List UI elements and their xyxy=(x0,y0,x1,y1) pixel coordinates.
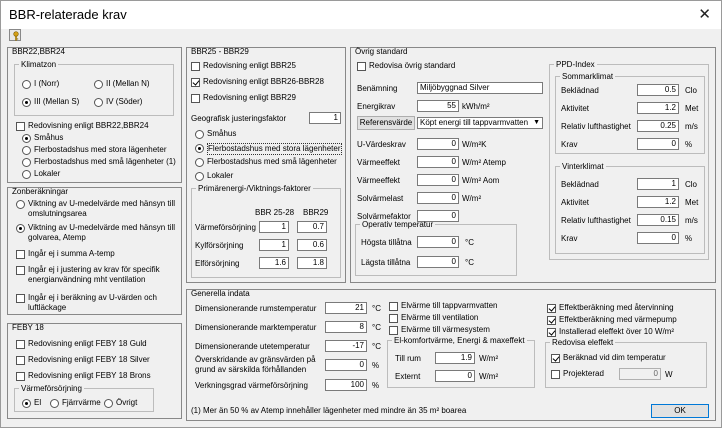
ovrig-row5-input[interactable]: 0 xyxy=(417,210,459,222)
gen-group-title: Generella indata xyxy=(191,289,250,298)
gen-row4-unit: % xyxy=(372,361,380,370)
gen-row3-unit: °C xyxy=(372,342,381,351)
zon-opt3-checkbox[interactable] xyxy=(16,250,25,259)
varme-el-radio[interactable] xyxy=(22,399,31,408)
pef-legend: Primärenergi-/Viktnings-faktorer xyxy=(198,184,311,193)
eff-varmepump-checkbox[interactable] xyxy=(547,316,556,325)
bbr22-type-fb-sma-label: Flerbostadshus med små lägenheter (1) xyxy=(34,157,176,166)
varme-el-label: El xyxy=(34,398,42,407)
gen-row2-unit: °C xyxy=(372,323,381,332)
elv-varmesystem-checkbox[interactable] xyxy=(389,326,398,335)
geo-input[interactable]: 1 xyxy=(309,112,341,124)
feby-group-title: FEBY 18 xyxy=(12,323,44,332)
gen-row1-unit: °C xyxy=(372,304,381,313)
bbr22-type-smahus-radio[interactable] xyxy=(22,134,31,143)
referensvarde-select[interactable] xyxy=(417,117,543,129)
gen-row5-label: Verkningsgrad värmeförsörjning xyxy=(195,381,308,390)
chevron-down-icon: ▼ xyxy=(533,119,540,126)
elk-legend: El-komfortvärme, Energi & maxeffekt xyxy=(394,336,525,345)
vinter-row4-label: Krav xyxy=(561,234,578,243)
sommar-row3-unit: m/s xyxy=(685,122,698,131)
energikrav-input[interactable]: 55 xyxy=(417,100,459,112)
beraknad-label: Beräknad vid dim temperatur xyxy=(563,353,666,362)
bbr25-type-fb-sma-radio[interactable] xyxy=(195,158,204,167)
sommar-row2-input[interactable]: 1.2 xyxy=(637,102,679,114)
vinter-row2-input[interactable]: 1.2 xyxy=(637,196,679,208)
vinter-group xyxy=(555,162,705,254)
pef-row2-label: Kylförsörjning xyxy=(195,241,244,250)
op-low-input[interactable]: 0 xyxy=(417,256,459,268)
zon-opt4-checkbox[interactable] xyxy=(16,266,25,275)
bbr22-type-lokaler-label: Lokaler xyxy=(34,169,61,178)
energikrav-unit: kWh/m² xyxy=(462,102,490,111)
pef-row3-label: Elförsörjning xyxy=(195,259,240,268)
elv-tappvarmvatten-label: Elvärme till tappvarmvatten xyxy=(401,301,498,310)
sommar-row2-label: Aktivitet xyxy=(561,104,590,113)
elv-varmesystem-label: Elvärme till värmesystem xyxy=(401,325,490,334)
bbr22-type-smahus-label: Småhus xyxy=(34,133,64,142)
bbr25-type-smahus-label: Småhus xyxy=(207,129,237,138)
ovrig-row3-label: Värmeeffekt xyxy=(357,176,400,185)
ovrig-row1-label: U-Värdeskrav xyxy=(357,140,406,149)
zone-2-radio[interactable] xyxy=(94,80,103,89)
sommar-row2-unit: Met xyxy=(685,104,699,113)
klimatzon-legend: Klimatzon xyxy=(21,60,57,69)
gen-row2-label: Dimensionerande marktemperatur xyxy=(195,323,317,332)
varme-ovrigt-radio[interactable] xyxy=(104,399,113,408)
ovrig-row2-label: Värmeeffekt xyxy=(357,158,400,167)
pef-row1-label: Värmeförsörjning xyxy=(195,223,256,232)
referensvarde-button[interactable]: Referensvärde xyxy=(357,116,415,130)
bbr22-panel xyxy=(7,47,182,183)
op-high-label: Högsta tillåtna xyxy=(361,238,412,247)
ovrig-row4-input[interactable]: 0 xyxy=(417,192,459,204)
bbr26-28-checkbox[interactable] xyxy=(191,78,200,87)
vinter-row1-unit: Clo xyxy=(685,180,698,189)
sommar-row3-input[interactable]: 0.25 xyxy=(637,120,679,132)
vinter-row1-label: Beklädnad xyxy=(561,180,599,189)
zone-1-label: I (Norr) xyxy=(34,79,60,88)
gen-row1-input[interactable]: 21 xyxy=(325,302,367,314)
beraknad-checkbox[interactable] xyxy=(551,354,560,363)
zon-opt1-radio[interactable] xyxy=(16,200,25,209)
pef-row2-v1[interactable]: 1 xyxy=(259,239,289,251)
zon-opt1-label: Viktning av U-medelvärde med hänsyn till omslutningsarea xyxy=(28,199,176,218)
bbr25-type-fb-stora-radio[interactable] xyxy=(195,144,204,153)
gen-row2-input[interactable]: 8 xyxy=(325,321,367,333)
redo-eleffekt-group xyxy=(545,338,707,388)
feby-silver-label: Redovisning enligt FEBY 18 Silver xyxy=(28,355,150,364)
gen-row1-label: Dimensionerande rumstemperatur xyxy=(195,304,317,313)
redo-eleffekt-legend: Redovisa eleffekt xyxy=(552,338,614,347)
installerad-eleffekt-label: Installerad eleffekt över 10 W/m² xyxy=(559,327,675,336)
sommar-row3-label: Relativ lufthastighet xyxy=(561,122,631,131)
bbr25-type-smahus-radio[interactable] xyxy=(195,130,204,139)
elk-row1-input[interactable]: 1.9 xyxy=(435,352,475,364)
zon-panel xyxy=(7,187,182,315)
bbr25-type-fb-stora-label: Flerbostadshus med stora lägenheter xyxy=(208,144,341,153)
elv-ventilation-label: Elvärme till ventilation xyxy=(401,313,479,322)
sommar-row4-label: Krav xyxy=(561,140,578,149)
vinter-row1-input[interactable]: 1 xyxy=(637,178,679,190)
gen-row4-label: Överskridande av gränsvärden på grund av särskilda förhållanden xyxy=(195,355,316,374)
ovrig-row3-input[interactable]: 0 xyxy=(417,174,459,186)
eff-atervinning-label: Effektberäkning med återvinning xyxy=(559,303,674,312)
vinter-row2-label: Aktivitet xyxy=(561,198,590,207)
redovisa-ovrig-checkbox[interactable] xyxy=(357,62,366,71)
gen-row3-label: Dimensionerande utetemperatur xyxy=(195,342,310,351)
bbr22-type-fb-sma-radio[interactable] xyxy=(22,158,31,167)
elk-row2-label: Externt xyxy=(395,372,421,381)
key-icon xyxy=(11,31,21,41)
ovrig-row1-input[interactable]: 0 xyxy=(417,138,459,150)
ppd-legend: PPD-Index xyxy=(556,60,595,69)
bbr26-28-label: Redovisning enligt BBR26-BBR28 xyxy=(203,77,324,86)
pef-row1-v1[interactable]: 1 xyxy=(259,221,289,233)
zon-opt2-label: Viktning av U-medelvärde med hänsyn till golvarea, Atemp xyxy=(28,223,176,242)
elv-ventilation-checkbox[interactable] xyxy=(389,314,398,323)
toolbar xyxy=(1,29,721,43)
zon-opt2-radio[interactable] xyxy=(16,224,25,233)
ovrig-row4-label: Solvärmelast xyxy=(357,194,404,203)
varme-fjarr-label: Fjärrvärme xyxy=(62,398,101,407)
bbr22-type-fb-stora-label: Flerbostadshus med stora lägenheter xyxy=(34,145,167,154)
pef-row3-v2[interactable]: 1.8 xyxy=(297,257,327,269)
zon-opt4-label: Ingår ej i justering av krav för specifik energianvändning mht ventilation xyxy=(28,265,160,284)
zon-opt3-label: Ingår ej i summa A-temp xyxy=(28,249,115,258)
titlebar xyxy=(1,1,721,29)
sommar-row1-unit: Clo xyxy=(685,86,698,95)
varme-ovrigt-label: Övrigt xyxy=(116,398,138,407)
redovisning-bbr22-checkbox[interactable] xyxy=(16,122,25,131)
sommar-row4-unit: % xyxy=(685,140,693,149)
projekterad-label: Projekterad xyxy=(563,369,604,378)
gen-row4-input[interactable]: 0 xyxy=(325,359,367,371)
bbr22-type-lokaler-radio[interactable] xyxy=(22,170,31,179)
eff-atervinning-checkbox[interactable] xyxy=(547,304,556,313)
close-button[interactable]: ✕ xyxy=(698,6,711,23)
ok-button[interactable]: OK xyxy=(651,404,709,418)
vinter-row2-unit: Met xyxy=(685,198,699,207)
pef-col2-header: BBR29 xyxy=(303,208,329,217)
bbr25-type-fb-sma-label: Flerbostadshus med små lägenheter xyxy=(207,157,337,166)
sommar-row1-input[interactable]: 0.5 xyxy=(637,84,679,96)
varme-fjarr-radio[interactable] xyxy=(50,399,59,408)
zone-3-label: III (Mellan S) xyxy=(34,97,80,106)
vinter-legend: Vinterklimat xyxy=(562,162,604,171)
zone-3-radio[interactable] xyxy=(22,98,31,107)
zone-2-label: II (Mellan N) xyxy=(106,79,150,88)
elv-tappvarmvatten-checkbox[interactable] xyxy=(389,302,398,311)
ovrig-row2-input[interactable]: 0 xyxy=(417,156,459,168)
feby-brons-checkbox[interactable] xyxy=(16,372,25,381)
zon-opt5-checkbox[interactable] xyxy=(16,294,25,303)
zon-group-title: Zonberäkningar xyxy=(12,187,69,196)
gen-row5-unit: % xyxy=(372,381,380,390)
ovrig-row1-unit: W/m²K xyxy=(462,140,487,149)
pef-row1-v2[interactable]: 0.7 xyxy=(297,221,327,233)
gen-row3-input[interactable]: -17 xyxy=(325,340,367,352)
bbr25-panel xyxy=(186,47,346,283)
op-high-input[interactable]: 0 xyxy=(417,236,459,248)
feby-guld-checkbox[interactable] xyxy=(16,340,25,349)
bbr22-type-fb-stora-radio[interactable] xyxy=(22,146,31,155)
zone-4-radio[interactable] xyxy=(94,98,103,107)
projekterad-unit: W xyxy=(665,370,673,379)
ovrig-row2-unit: W/m² Atemp xyxy=(462,158,507,167)
bbr25-label: Redovisning enligt BBR25 xyxy=(203,61,296,70)
pef-col1-header: BBR 25-28 xyxy=(255,208,295,217)
eff-varmepump-label: Effektberäkning med värmepump xyxy=(559,315,677,324)
window-title: BBR-relaterade krav xyxy=(9,7,127,22)
benamning-label: Benämning xyxy=(357,84,398,93)
referensvarde-select-value: Köpt energi till tappvarmvatten xyxy=(420,118,529,127)
bbr25-checkbox[interactable] xyxy=(191,62,200,71)
vinter-row4-input[interactable]: 0 xyxy=(637,232,679,244)
geo-label: Geografisk justeringsfaktor xyxy=(191,114,287,123)
elk-row1-unit: W/m² xyxy=(479,354,499,363)
feby-guld-label: Redovisning enligt FEBY 18 Guld xyxy=(28,339,147,348)
bbr29-label: Redovisning enligt BBR29 xyxy=(203,93,296,102)
footnote: (1) Mer än 50 % av Atemp innehåller lägenheter med mindre än 35 m² boarea xyxy=(191,406,467,415)
sommar-row1-label: Beklädnad xyxy=(561,86,599,95)
vinter-row3-input[interactable]: 0.15 xyxy=(637,214,679,226)
projekterad-checkbox[interactable] xyxy=(551,370,560,379)
ovrig-group-title: Övrig standard xyxy=(355,47,408,56)
pef-row3-v1[interactable]: 1.6 xyxy=(259,257,289,269)
key-button[interactable] xyxy=(9,29,21,41)
sommar-row4-input[interactable]: 0 xyxy=(637,138,679,150)
elk-row1-label: Till rum xyxy=(395,354,421,363)
redovisa-ovrig-label: Redovisa övrig standard xyxy=(369,61,456,70)
gen-panel xyxy=(186,289,716,421)
vinter-row4-unit: % xyxy=(685,234,693,243)
zone-1-radio[interactable] xyxy=(22,80,31,89)
benamning-input[interactable]: Miljöbyggnad Silver xyxy=(417,82,543,94)
varme-legend: Värmeförsörjning xyxy=(21,384,82,393)
feby-silver-checkbox[interactable] xyxy=(16,356,25,365)
feby-brons-label: Redovisning enligt FEBY 18 Brons xyxy=(28,371,151,380)
zon-opt5-label: Ingår ej i beräkning av U-värden och luftläckage xyxy=(28,293,157,312)
ovrig-row5-label: Solvärmefaktor xyxy=(357,212,411,221)
ovrig-panel xyxy=(350,47,716,283)
bbr25-type-lokaler-radio[interactable] xyxy=(195,172,204,181)
installerad-eleffekt-checkbox[interactable] xyxy=(547,328,556,337)
pef-row2-v2[interactable]: 0.6 xyxy=(297,239,327,251)
vinter-row3-unit: m/s xyxy=(685,216,698,225)
op-temp-legend: Operativ temperatur xyxy=(362,220,434,229)
ovrig-row4-unit: W/m² xyxy=(462,194,482,203)
vinter-row3-label: Relativ lufthastighet xyxy=(561,216,631,225)
projekterad-input[interactable]: 0 xyxy=(619,368,661,380)
elk-row2-unit: W/m² xyxy=(479,372,499,381)
sommar-legend: Sommarklimat xyxy=(562,72,614,81)
elk-row2-input[interactable]: 0 xyxy=(435,370,475,382)
ovrig-row3-unit: W/m² Aom xyxy=(462,176,500,185)
op-high-unit: °C xyxy=(465,238,474,247)
bbr29-checkbox[interactable] xyxy=(191,94,200,103)
op-low-label: Lägsta tillåtna xyxy=(361,258,411,267)
bbr22-group-title: BBR22,BBR24 xyxy=(12,47,65,56)
zone-4-label: IV (Söder) xyxy=(106,97,143,106)
bbr25-type-lokaler-label: Lokaler xyxy=(207,171,234,180)
gen-row5-input[interactable]: 100 xyxy=(325,379,367,391)
bbr25-group-title: BBR25 - BBR29 xyxy=(191,47,249,56)
energikrav-label: Energikrav xyxy=(357,102,396,111)
redovisning-bbr22-label: Redovisning enligt BBR22,BBR24 xyxy=(28,121,149,130)
feby-panel xyxy=(7,323,182,419)
op-low-unit: °C xyxy=(465,258,474,267)
